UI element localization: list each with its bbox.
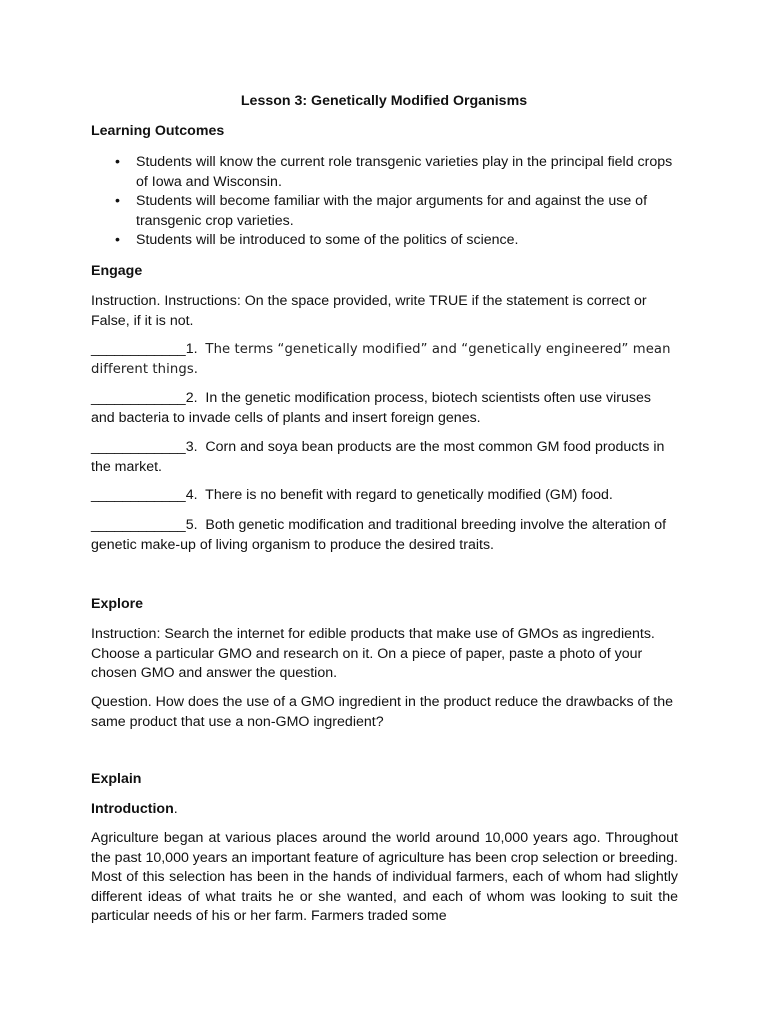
explore-heading: Explore <box>91 596 144 612</box>
bullet-icon: • <box>115 232 120 249</box>
bullet-icon: • <box>115 193 120 210</box>
list-item <box>91 153 678 192</box>
list-item <box>91 231 678 251</box>
engage-instruction: Instruction. Instructions: On the space provided, write TRUE if the statement is correct or False, if it is not. <box>91 293 647 329</box>
question-item <box>91 516 678 555</box>
outcome-text: Students will know the current role transgenic varieties play in the principal field crops of Iowa and Wisconsin. <box>136 154 673 190</box>
question-text: In the genetic modification process, biotech scientists often use viruses and bacteria to invade cells of plants and insert foreign genes. <box>91 390 651 426</box>
learning-outcomes-heading: Learning Outcomes <box>91 123 225 139</box>
learning-outcomes-list <box>91 153 678 251</box>
introduction-period: . <box>173 801 178 817</box>
question-item <box>91 389 678 428</box>
answer-blank[interactable]: ____________ <box>91 341 186 357</box>
answer-blank[interactable]: ____________ <box>91 517 186 533</box>
question-item <box>91 340 678 379</box>
question-number: 1. <box>185 341 198 357</box>
engage-heading: Engage <box>91 263 143 279</box>
answer-blank[interactable]: ____________ <box>91 439 186 455</box>
question-item <box>91 438 678 477</box>
answer-blank[interactable]: ____________ <box>91 390 186 406</box>
introduction-subheading <box>91 800 678 820</box>
introduction-paragraph: Agriculture began at various places around the world around 10,000 years ago. Throughout the past 10,000 years an important feature of agriculture has been crop selection or breeding. Most of this selection has been in the hands of individual farmers, each of whom had slightly different ideas of what traits he or she wanted, and each of whom was looking to suit the particular needs of his or her farm. Farmers traded some <box>91 830 678 925</box>
introduction-label: Introduction <box>91 801 174 817</box>
question-text: Corn and soya bean products are the most common GM food products in the market. <box>91 439 665 475</box>
list-item <box>91 192 678 231</box>
bullet-icon: • <box>115 154 120 170</box>
question-number: 4. <box>185 487 198 503</box>
outcome-text: Students will be introduced to some of the politics of science. <box>136 232 519 249</box>
explore-instruction: Instruction: Search the internet for edible products that make use of GMOs as ingredients. Choose a particular GMO and research on it. On a piece of paper, paste a photo of your chosen GMO and answer the question. <box>91 626 655 682</box>
explore-question: Question. How does the use of a GMO ingredient in the product reduce the drawbacks of the same product that use a non-GMO ingredient? <box>91 694 674 730</box>
answer-blank[interactable]: ____________ <box>91 487 186 503</box>
question-text: There is no benefit with regard to genetically modified (GM) food. <box>205 487 613 503</box>
question-text: The terms “genetically modified” and “genetically engineered” mean different things. <box>91 342 671 377</box>
question-number: 2. <box>185 390 198 406</box>
explain-heading: Explain <box>91 771 142 787</box>
question-number: 3. <box>185 439 198 455</box>
outcome-text: Students will become familiar with the major arguments for and against the use of transgenic crop varieties. <box>136 193 648 229</box>
page-title: Lesson 3: Genetically Modified Organisms <box>240 93 528 109</box>
question-item <box>91 486 678 506</box>
question-text: Both genetic modification and traditional breeding involve the alteration of genetic make-up of living organism to produce the desired traits. <box>91 517 667 553</box>
question-number: 5. <box>185 517 198 533</box>
